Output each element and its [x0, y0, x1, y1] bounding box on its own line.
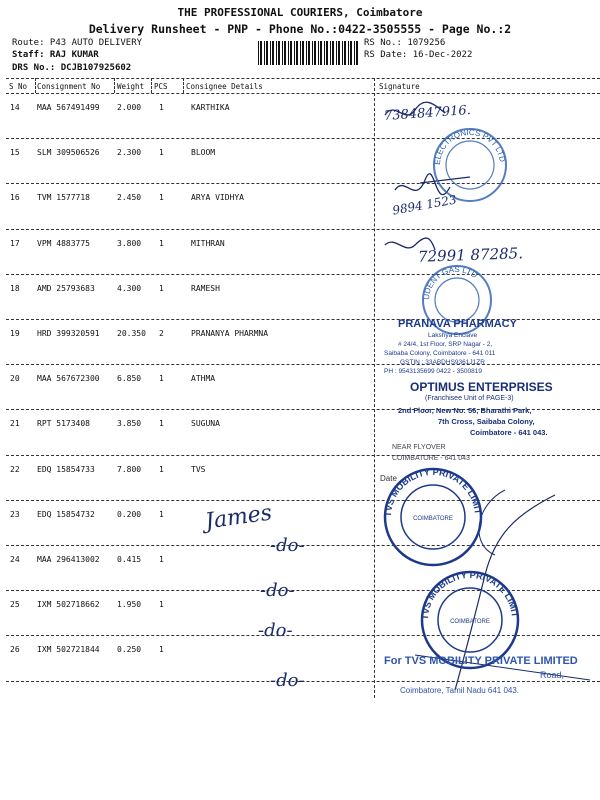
stamp-tvs-city: COIMBATORE: [413, 516, 453, 522]
row-sno: 14: [10, 103, 20, 112]
row-consignment-no: VPM 4883775: [37, 238, 90, 248]
row-consignee: MITHRAN: [191, 238, 225, 248]
col-divider: [35, 78, 36, 93]
col-divider: [183, 78, 184, 93]
row-pcs: 1: [159, 283, 164, 293]
ditto-mark: -do-: [258, 620, 293, 641]
table-top-rule: [6, 78, 600, 79]
tvs-footer-stamp: For TVS MOBILITY PRIVATE LIMITED: [384, 655, 578, 667]
row-consignee: ATHMA: [191, 374, 216, 384]
handwritten-phone: 7384847916.: [383, 102, 472, 125]
row-weight: 0.200: [117, 509, 142, 519]
row-pcs: 1: [159, 103, 164, 112]
route-label: Route: P43 AUTO DELIVERY: [12, 38, 143, 48]
row-pcs: 1: [159, 509, 164, 519]
electronics-round-stamp: [430, 125, 510, 205]
row-pcs: 1: [159, 419, 164, 429]
company-title: THE PROFESSIONAL COURIERS, Coimbatore: [177, 6, 423, 19]
row-sno: 26: [10, 645, 20, 655]
row-pcs: 1: [159, 374, 164, 384]
row-pcs: 1: [159, 238, 164, 248]
row-weight: 2.000: [117, 103, 142, 112]
row-weight: 0.250: [117, 645, 142, 655]
row-consignment-no: MAA 567672300: [37, 374, 100, 384]
pharmacy-stamp-name: PRANAVA PHARMACY: [398, 318, 517, 330]
row-weight: 3.800: [117, 238, 142, 248]
row-weight: 6.850: [117, 374, 142, 384]
stamp-tvs-text: TVS MOBILITY PRIVATE LIMITED: [411, 557, 520, 621]
optimus-stamp-line: 7th Cross, Saibaba Colony,: [438, 417, 535, 426]
row-sno: 16: [10, 193, 20, 203]
header-rule: [6, 93, 600, 94]
col-divider: [151, 78, 152, 93]
row-pcs: 1: [159, 464, 164, 474]
ditto-mark: -do-: [260, 580, 295, 601]
row-consignee: KARTHIKA: [191, 103, 230, 112]
row-consignment-no: HRD 399320591: [37, 329, 100, 338]
rs-date: RS Date: 16-Dec-2022: [364, 50, 473, 60]
col-divider: [114, 78, 115, 93]
optimus-stamp-line: NEAR FLYOVER: [392, 444, 446, 451]
tvs-footer-line: Coimbatore, Tamil Nadu 641 043.: [400, 686, 520, 695]
row-sno: 19: [10, 329, 20, 338]
ditto-mark: -do-: [270, 670, 305, 691]
handwritten-name: James: [203, 500, 274, 535]
tvs-footer-line: Road,: [540, 670, 565, 680]
optimus-stamp-line: Coimbatore - 641 043.: [470, 428, 548, 437]
pharmacy-stamp-line: PH : 9543135699 0422 - 3500819: [384, 368, 482, 375]
row-consignment-no: AMD 25793683: [37, 283, 95, 293]
stamp-tvs-text: TVS MOBILITY PRIVATE LIMITED: [374, 454, 483, 518]
row-consignment-no: IXM 502718662: [37, 600, 100, 610]
stamp-electronics-text: ELECTRONICS PVT LTD: [432, 127, 507, 166]
row-consignment-no: EDQ 15854733: [37, 464, 95, 474]
svg-text:ELECTRONICS PVT LTD: [433, 128, 507, 165]
col-pcs: PCS: [154, 82, 168, 91]
row-sno: 23: [10, 509, 20, 519]
optimus-stamp-name: OPTIMUS ENTERPRISES: [410, 380, 553, 394]
staff-label: Staff: RAJ KUMAR: [12, 50, 99, 60]
stamp-tvs-city: COIMBATORE: [450, 619, 490, 625]
optimus-stamp-line: (Franchisee Unit of PAGE-3): [425, 395, 514, 402]
drs-label: DRS No.: DCJB107925602: [12, 63, 132, 73]
col-consignment: Consignment No: [37, 82, 101, 91]
row-pcs: 1: [159, 193, 164, 203]
handwritten-phone: 72991 87285.: [417, 244, 524, 266]
row-sno: 21: [10, 419, 20, 429]
row-consignment-no: IXM 502721844: [37, 645, 100, 655]
stamp-gas-text: UDENT GAS LTD: [421, 264, 479, 301]
row-weight: 7.800: [117, 464, 142, 474]
row-consignee: SUGUNA: [191, 419, 220, 429]
row-consignment-no: EDQ 15854732: [37, 509, 95, 519]
col-sno: S No: [9, 82, 28, 91]
row-weight: 2.450: [117, 193, 142, 203]
row-consignment-no: TVM 1577718: [37, 193, 90, 203]
row-consignee: TVS: [191, 464, 206, 474]
row-consignment-no: MAA 296413002: [37, 555, 100, 564]
row-pcs: 2: [159, 329, 164, 338]
ditto-mark: -do-: [270, 535, 305, 556]
row-consignee: RAMESH: [191, 283, 220, 293]
row-consignment-no: RPT 5173408: [37, 419, 90, 429]
row-consignee: BLOOM: [191, 148, 216, 158]
row-sno: 20: [10, 374, 20, 384]
row-weight: 3.850: [117, 419, 142, 429]
row-sno: 22: [10, 464, 20, 474]
rs-number: RS No.: 1079256: [364, 38, 446, 48]
row-consignee: ARYA VIDHYA: [191, 193, 244, 203]
row-consignee: PRANANYA PHARMNA: [191, 329, 269, 338]
row-weight: 1.950: [117, 600, 142, 610]
row-sno: 18: [10, 283, 20, 293]
row-weight: 4.300: [117, 283, 142, 293]
optimus-stamp-line: 2nd Floor, New No: 56, Bharathi Park,: [398, 406, 532, 415]
pharmacy-stamp-line: Saibaba Colony, Coimbatore - 641 011: [384, 350, 496, 357]
row-sno: 25: [10, 600, 20, 610]
runsheet-title: Delivery Runsheet - PNP - Phone No.:0422-3505555 - Page No.:2: [88, 22, 512, 36]
row-pcs: 1: [159, 645, 164, 655]
row-sno: 15: [10, 148, 20, 158]
date-label: Date: [380, 474, 397, 483]
row-consignment-no: MAA 567491499: [37, 103, 100, 112]
row-weight: 0.415: [117, 555, 142, 564]
row-pcs: 1: [159, 148, 164, 158]
row-pcs: 1: [159, 555, 164, 564]
row-weight: 20.350: [117, 329, 146, 338]
pharmacy-stamp-line: GSTIN : 33ABDHS9361J1ZR: [400, 359, 485, 366]
col-signature: Signature: [379, 82, 420, 91]
row-weight: 2.300: [117, 148, 142, 158]
row-pcs: 1: [159, 600, 164, 610]
pharmacy-stamp-line: # 24/4, 1st Floor, SRP Nagar - 2,: [398, 341, 493, 348]
col-weight: Weight: [117, 82, 145, 91]
row-consignment-no: SLM 309506526: [37, 148, 100, 158]
optimus-stamp-line: COIMBATORE - 641 043: [392, 455, 470, 462]
handwritten-phone: 9894 1523: [391, 192, 458, 218]
col-consignee: Consignee Details: [186, 82, 263, 91]
pharmacy-stamp-line: Lakshya Enclave: [428, 332, 478, 339]
row-sno: 24: [10, 555, 20, 564]
row-sno: 17: [10, 238, 20, 248]
barcode: [258, 41, 358, 65]
